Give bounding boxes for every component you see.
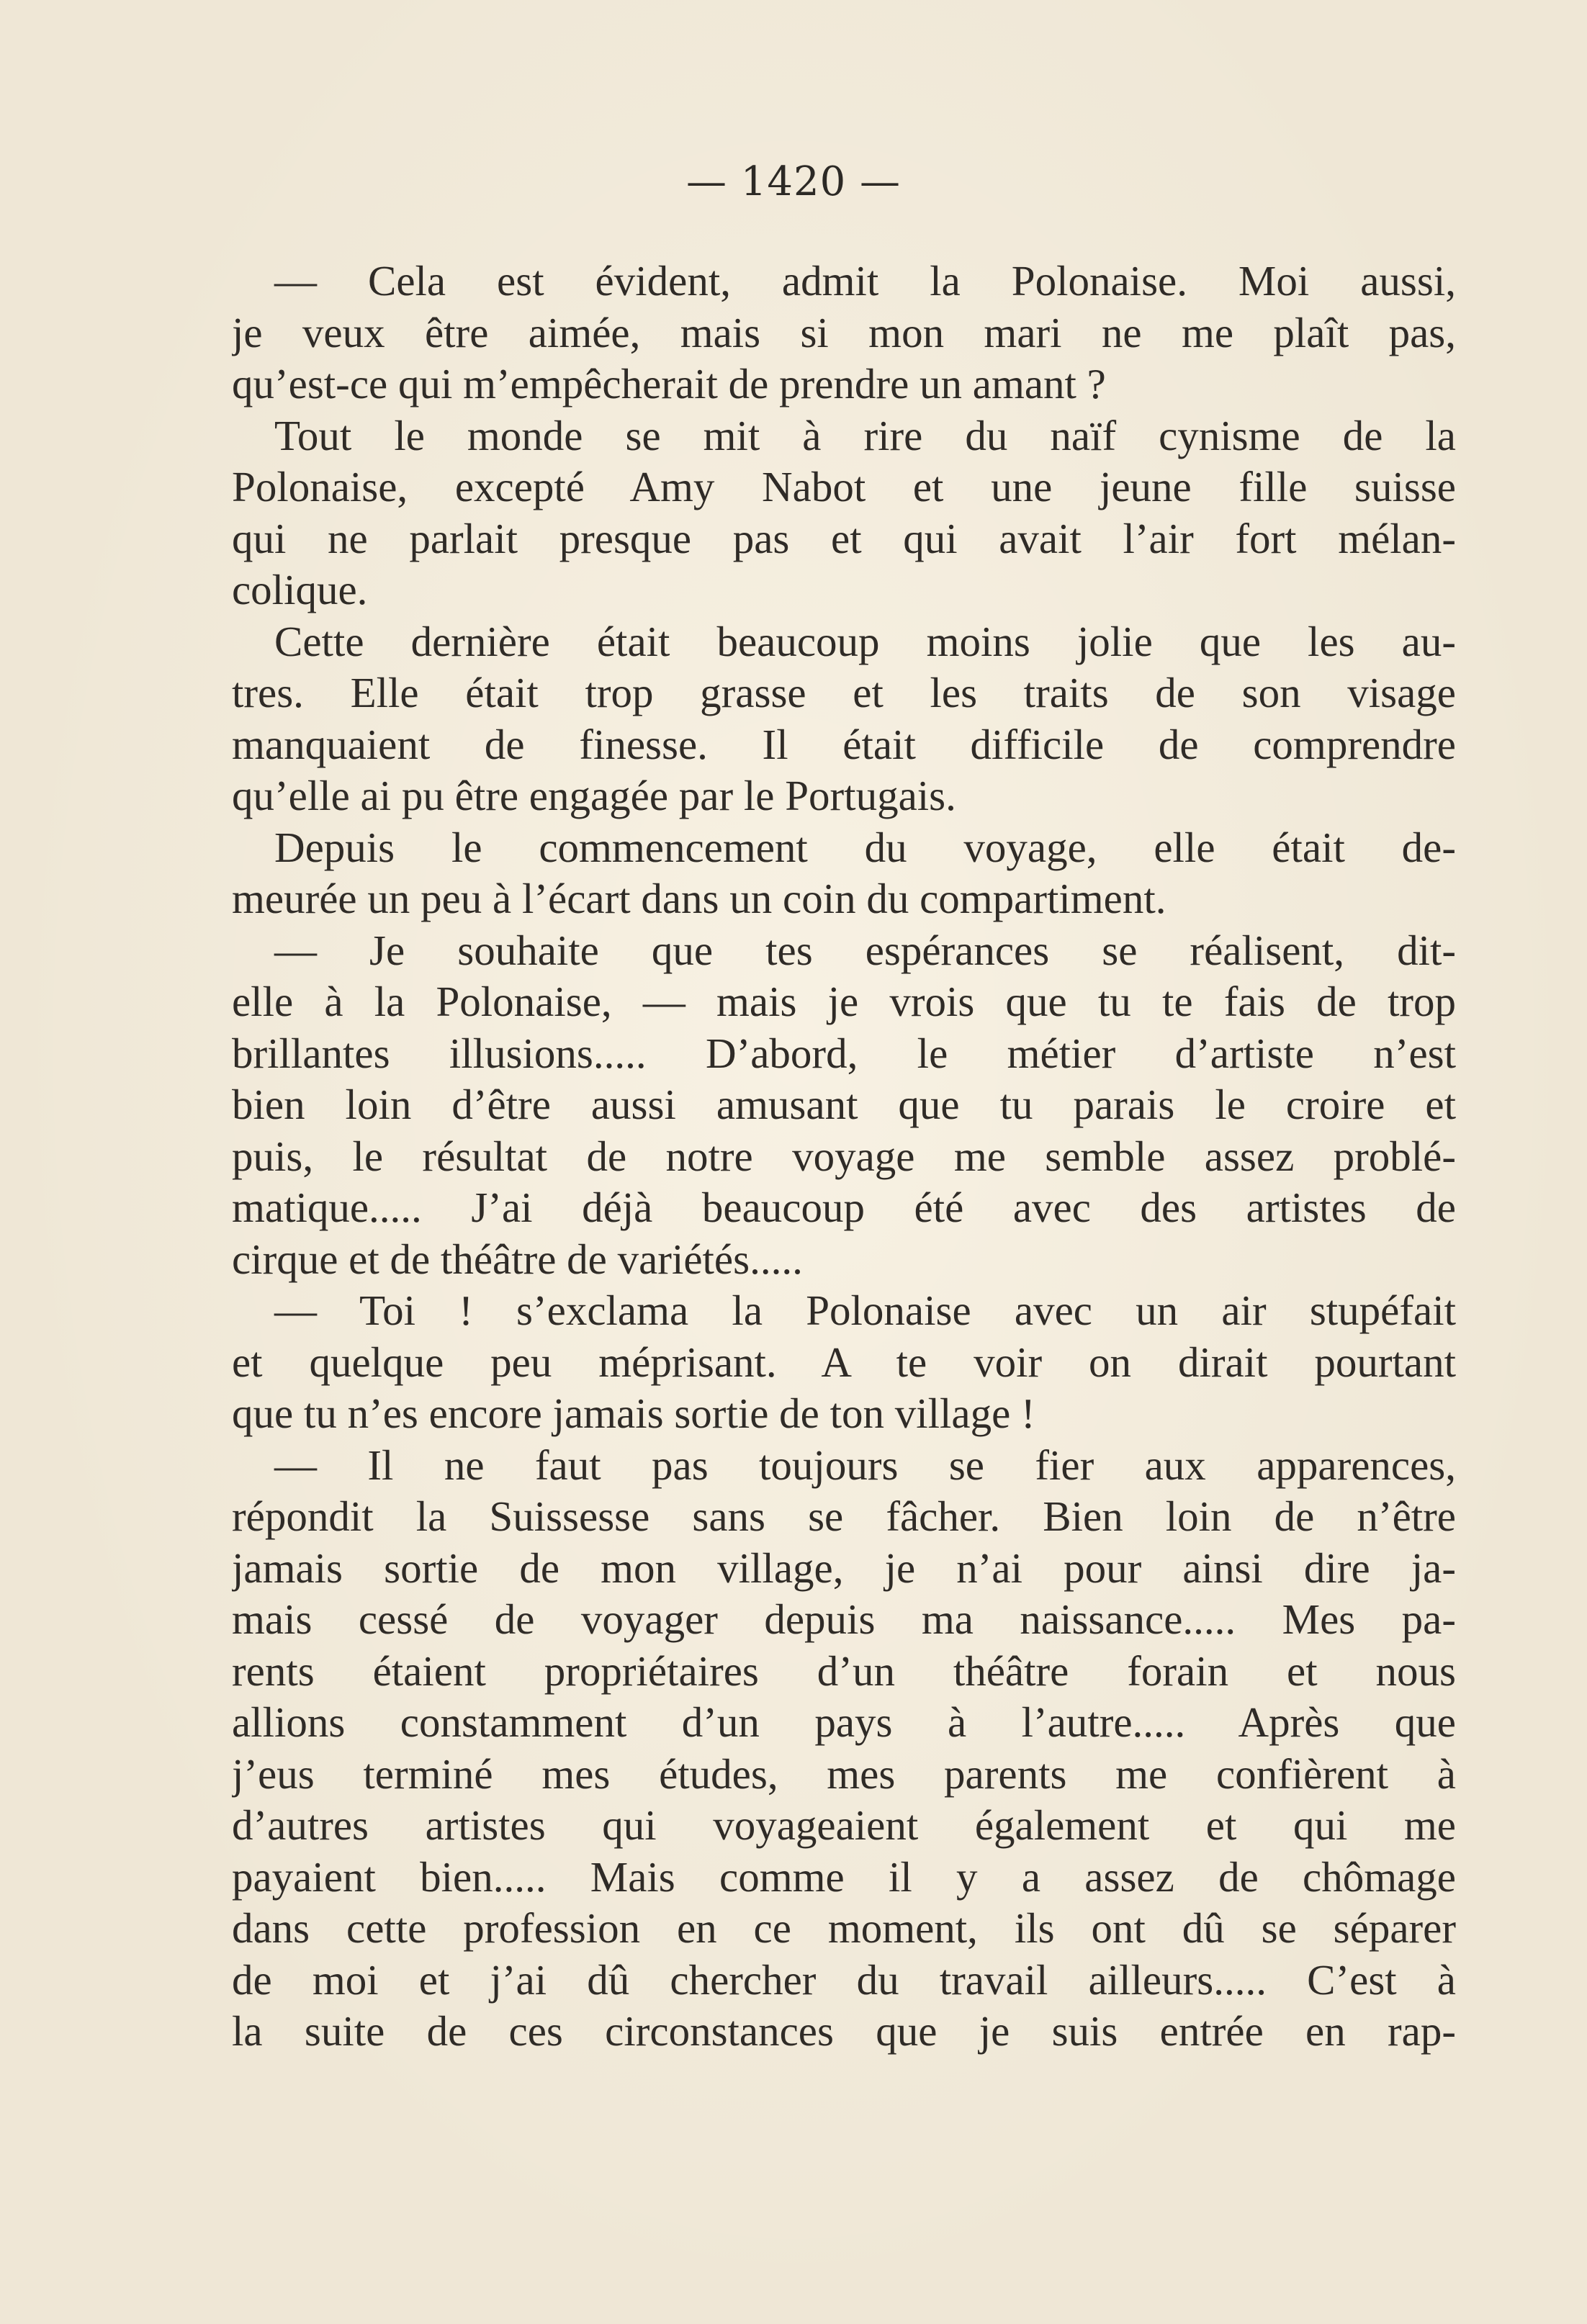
text-line: meurée un peu à l’écart dans un coin du compartiment.	[232, 875, 1166, 922]
text-line: répondit la Suissesse sans se fâcher. Bien loin de n’être	[232, 1492, 1456, 1540]
text-line: d’autres artistes qui voyageaient également et qui me	[232, 1801, 1456, 1849]
text-line: de moi et j’ai dû chercher du travail ailleurs..... C’est à	[232, 1955, 1456, 2004]
text-line: colique.	[232, 566, 368, 613]
text-line: Tout le monde se mit à rire du naïf cynisme de la	[232, 411, 1456, 459]
text-line: que tu n’es encore jamais sortie de ton village !	[232, 1390, 1035, 1437]
text-line: Polonaise, excepté Amy Nabot et une jeune fille suisse	[232, 463, 1456, 510]
text-line: payaient bien..... Mais comme il y a assez de chômage	[232, 1852, 1456, 1901]
text-line: — Cela est évident, admit la Polonaise. Moi aussi,	[232, 257, 1456, 305]
text-line: je veux être aimée, mais si mon mari ne me plaît pas,	[232, 308, 1456, 356]
text-line: jamais sortie de mon village, je n’ai pour ainsi dire ja-	[232, 1544, 1456, 1592]
body-text	[232, 256, 1456, 2058]
text-line: Depuis le commencement du voyage, elle était de-	[232, 823, 1456, 871]
text-line: bien loin d’être aussi amusant que tu parais le croire et	[232, 1081, 1456, 1128]
text-line: tres. Elle était trop grasse et les traits de son visage	[232, 669, 1456, 716]
text-line: rents étaient propriétaires d’un théâtre forain et nous	[232, 1647, 1456, 1695]
text-line: — Il ne faut pas toujours se fier aux apparences,	[232, 1441, 1456, 1489]
text-line: qui ne parlait presque pas et qui avait l’air fort mélan-	[232, 514, 1456, 562]
text-line: mais cessé de voyager depuis ma naissance..... Mes pa-	[232, 1595, 1456, 1643]
text-line: — Je souhaite que tes espérances se réalisent, dit-	[232, 926, 1456, 974]
text-line: qu’elle ai pu être engagée par le Portugais.	[232, 772, 956, 819]
text-line: qu’est-ce qui m’empêcherait de prendre un amant ?	[232, 360, 1106, 407]
text-line: dans cette profession en ce moment, ils ont dû se séparer	[232, 1904, 1456, 1952]
page-number: — 1420 —	[685, 158, 902, 205]
text-line: allions constamment d’un pays à l’autre..... Après que	[232, 1698, 1456, 1746]
text-line: la suite de ces circonstances que je suis entrée en rap-	[232, 2007, 1456, 2055]
text-line: Cette dernière était beaucoup moins jolie que les au-	[232, 617, 1456, 665]
text-line: matique..... J’ai déjà beaucoup été avec des artistes de	[232, 1184, 1456, 1231]
text-line: puis, le résultat de notre voyage me semble assez problé-	[232, 1132, 1456, 1180]
text-line: manquaient de finesse. Il était difficile de comprendre	[232, 720, 1456, 768]
text-line: j’eus terminé mes études, mes parents me confièrent à	[232, 1749, 1456, 1798]
text-line: — Toi ! s’exclama la Polonaise avec un air stupéfait	[232, 1287, 1456, 1334]
text-line: et quelque peu méprisant. A te voir on dirait pourtant	[232, 1338, 1456, 1386]
text-line: elle à la Polonaise, — mais je vrois que tu te fais de trop	[232, 978, 1456, 1025]
text-line: cirque et de théâtre de variétés.....	[232, 1235, 803, 1283]
text-line: brillantes illusions..... D’abord, le métier d’artiste n’est	[232, 1029, 1456, 1077]
